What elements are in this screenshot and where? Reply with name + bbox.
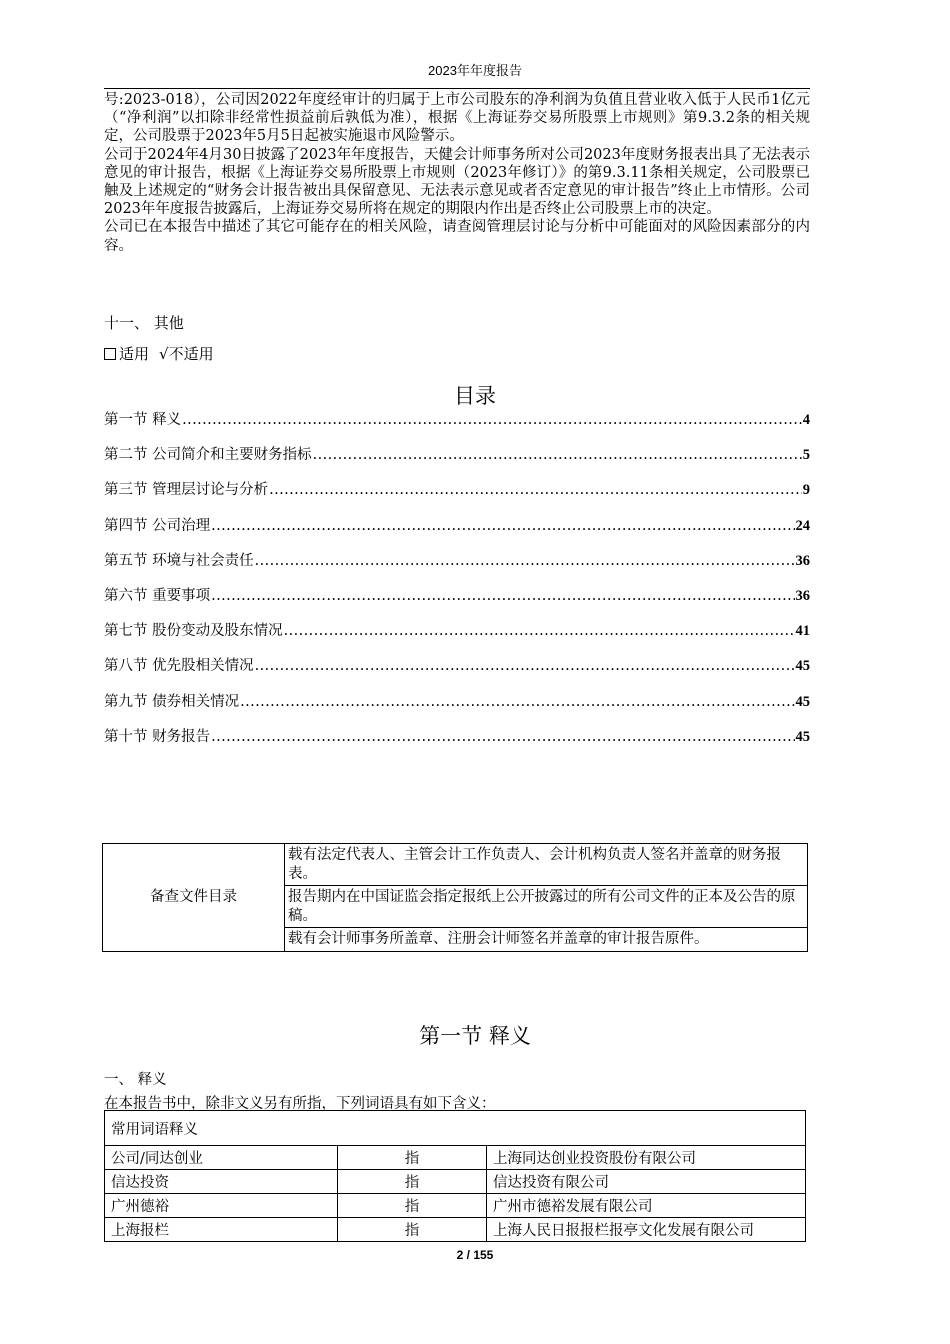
- toc-entry-label: 第二节 公司简介和主要财务指标: [104, 447, 312, 464]
- toc-entry-page: 36: [795, 587, 810, 604]
- page-header: 2023年年度报告: [428, 63, 522, 78]
- toc-leader: [240, 694, 794, 710]
- toc-entry-label: 第十节 财务报告: [104, 728, 211, 745]
- definition-term: 公司/同达创业: [105, 1146, 338, 1170]
- table-of-contents: [104, 408, 810, 760]
- definition-term: 上海报栏: [105, 1218, 338, 1242]
- definition-connector: 指: [338, 1194, 487, 1218]
- reference-docs-label: 备查文件目录: [103, 844, 285, 952]
- toc-entry-page: 45: [795, 728, 810, 745]
- chapter-title: 第一节 释义: [419, 1024, 531, 1048]
- toc-entry-page: 41: [795, 623, 810, 640]
- definitions-intro: 在本报告书中，除非文义另有所指，下列词语具有如下含义：: [104, 1096, 496, 1112]
- toc-entry-label: 第三节 管理层讨论与分析: [104, 482, 269, 499]
- toc-entry-page: 36: [795, 552, 810, 569]
- toc-entry-page: 4: [802, 412, 810, 428]
- applicability-options: [104, 343, 214, 364]
- toc-leader: [255, 553, 795, 569]
- toc-leader: [211, 518, 794, 534]
- toc-leader: [255, 658, 795, 674]
- intro-paragraph: 号:2023-018），公司因2022年度经审计的归属于上市公司股东的净利润为负值且营业收入低于人民币1亿元（“净利润”以扣除非经常性损益前后孰低为准），根据《上海证券交易所股票上市规则》第9.3.2条的相关规定，公司股票于2023年5月5日起被实施退市风险警示。: [104, 92, 810, 145]
- toc-entry-label: 第七节 股份变动及股东情况: [104, 623, 283, 640]
- toc-entry-label: 第六节 重要事项: [104, 587, 211, 604]
- table-row: [105, 1194, 806, 1218]
- toc-entry-page: 5: [802, 447, 810, 464]
- definition-connector: 指: [338, 1146, 487, 1170]
- checkmark-icon: √: [159, 345, 169, 363]
- toc-entry-label: 第九节 债券相关情况: [104, 693, 240, 710]
- intro-paragraph: 公司于2024年4月30日披露了2023年年度报告，天健会计师事务所对公司2023年度财务报表出具了无法表示意见的审计报告，根据《上海证券交易所股票上市规则（2023年修订）》的第9.3.11条相关规定，公司股票已触及上述规定的“财务会计报告被出具保留意见、无法表示意见或者否定意见的审计报告”终止上市情形。公司2023年年度报告披露后，上海证券交易所将在规定的期限内作出是否终止公司股票上市的决定。: [104, 146, 810, 218]
- toc-leader: [313, 447, 802, 463]
- toc-entry[interactable]: [104, 443, 810, 478]
- toc-entry[interactable]: [104, 584, 810, 619]
- table-row: [105, 1170, 806, 1194]
- toc-entry[interactable]: [104, 619, 810, 654]
- toc-entry-label: 第八节 优先股相关情况: [104, 658, 254, 675]
- toc-entry[interactable]: [104, 478, 810, 513]
- checkbox-icon: [104, 348, 116, 360]
- toc-entry-page: 45: [795, 693, 810, 710]
- header-divider: [104, 88, 810, 89]
- toc-entry-label: 第五节 环境与社会责任: [104, 552, 254, 569]
- definitions-table-header: 常用词语释义: [105, 1111, 806, 1146]
- definition-term: 广州德裕: [105, 1194, 338, 1218]
- page-number: 2 / 155: [456, 1248, 494, 1262]
- table-row: [105, 1218, 806, 1242]
- definition-term: 信达投资: [105, 1170, 338, 1194]
- definition-meaning: 上海同达创业投资股份有限公司: [487, 1146, 806, 1170]
- intro-paragraph: 公司已在本报告中描述了其它可能存在的相关风险，请查阅管理层讨论与分析中可能面对的风险因素部分的内容。: [104, 219, 810, 254]
- applicable-label: 适用: [119, 345, 150, 363]
- definitions-table: [104, 1110, 806, 1242]
- reference-doc-item: 载有法定代表人、主管会计工作负责人、会计机构负责人签名并盖章的财务报表。: [285, 844, 808, 886]
- toc-entry-label: 第一节 释义: [104, 412, 182, 428]
- definition-meaning: 广州市德裕发展有限公司: [487, 1194, 806, 1218]
- definition-meaning: 信达投资有限公司: [487, 1170, 806, 1194]
- definition-connector: 指: [338, 1218, 487, 1242]
- definition-connector: 指: [338, 1170, 487, 1194]
- toc-entry-page: 45: [795, 658, 810, 675]
- toc-entry-page: 24: [795, 517, 810, 534]
- toc-entry[interactable]: [104, 549, 810, 584]
- toc-entry[interactable]: [104, 690, 810, 725]
- toc-entry[interactable]: [104, 654, 810, 689]
- reference-doc-item: 报告期内在中国证监会指定报纸上公开披露过的所有公司文件的正本及公告的原稿。: [285, 886, 808, 928]
- toc-leader: [211, 729, 794, 745]
- table-row: [105, 1146, 806, 1170]
- toc-entry[interactable]: [104, 725, 810, 760]
- toc-entry-label: 第四节 公司治理: [104, 517, 211, 534]
- toc-entry[interactable]: [104, 514, 810, 549]
- section-eleven-heading: 十一、 其他: [104, 314, 184, 332]
- toc-title: 目录: [454, 384, 496, 408]
- not-applicable-label: 不适用: [168, 345, 214, 363]
- intro-text: [104, 91, 810, 255]
- reference-documents-table: [102, 843, 808, 952]
- definition-meaning: 上海人民日报报栏报亭文化发展有限公司: [487, 1218, 806, 1242]
- toc-leader: [269, 482, 802, 498]
- reference-doc-item: 载有会计师事务所盖章、注册会计师签名并盖章的审计报告原件。: [285, 928, 808, 952]
- toc-leader: [284, 623, 795, 639]
- toc-leader: [211, 588, 794, 604]
- toc-entry[interactable]: [104, 408, 810, 443]
- toc-entry-page: 9: [802, 482, 810, 499]
- definitions-subheading: 一、 释义: [104, 1072, 167, 1088]
- toc-leader: [182, 412, 802, 428]
